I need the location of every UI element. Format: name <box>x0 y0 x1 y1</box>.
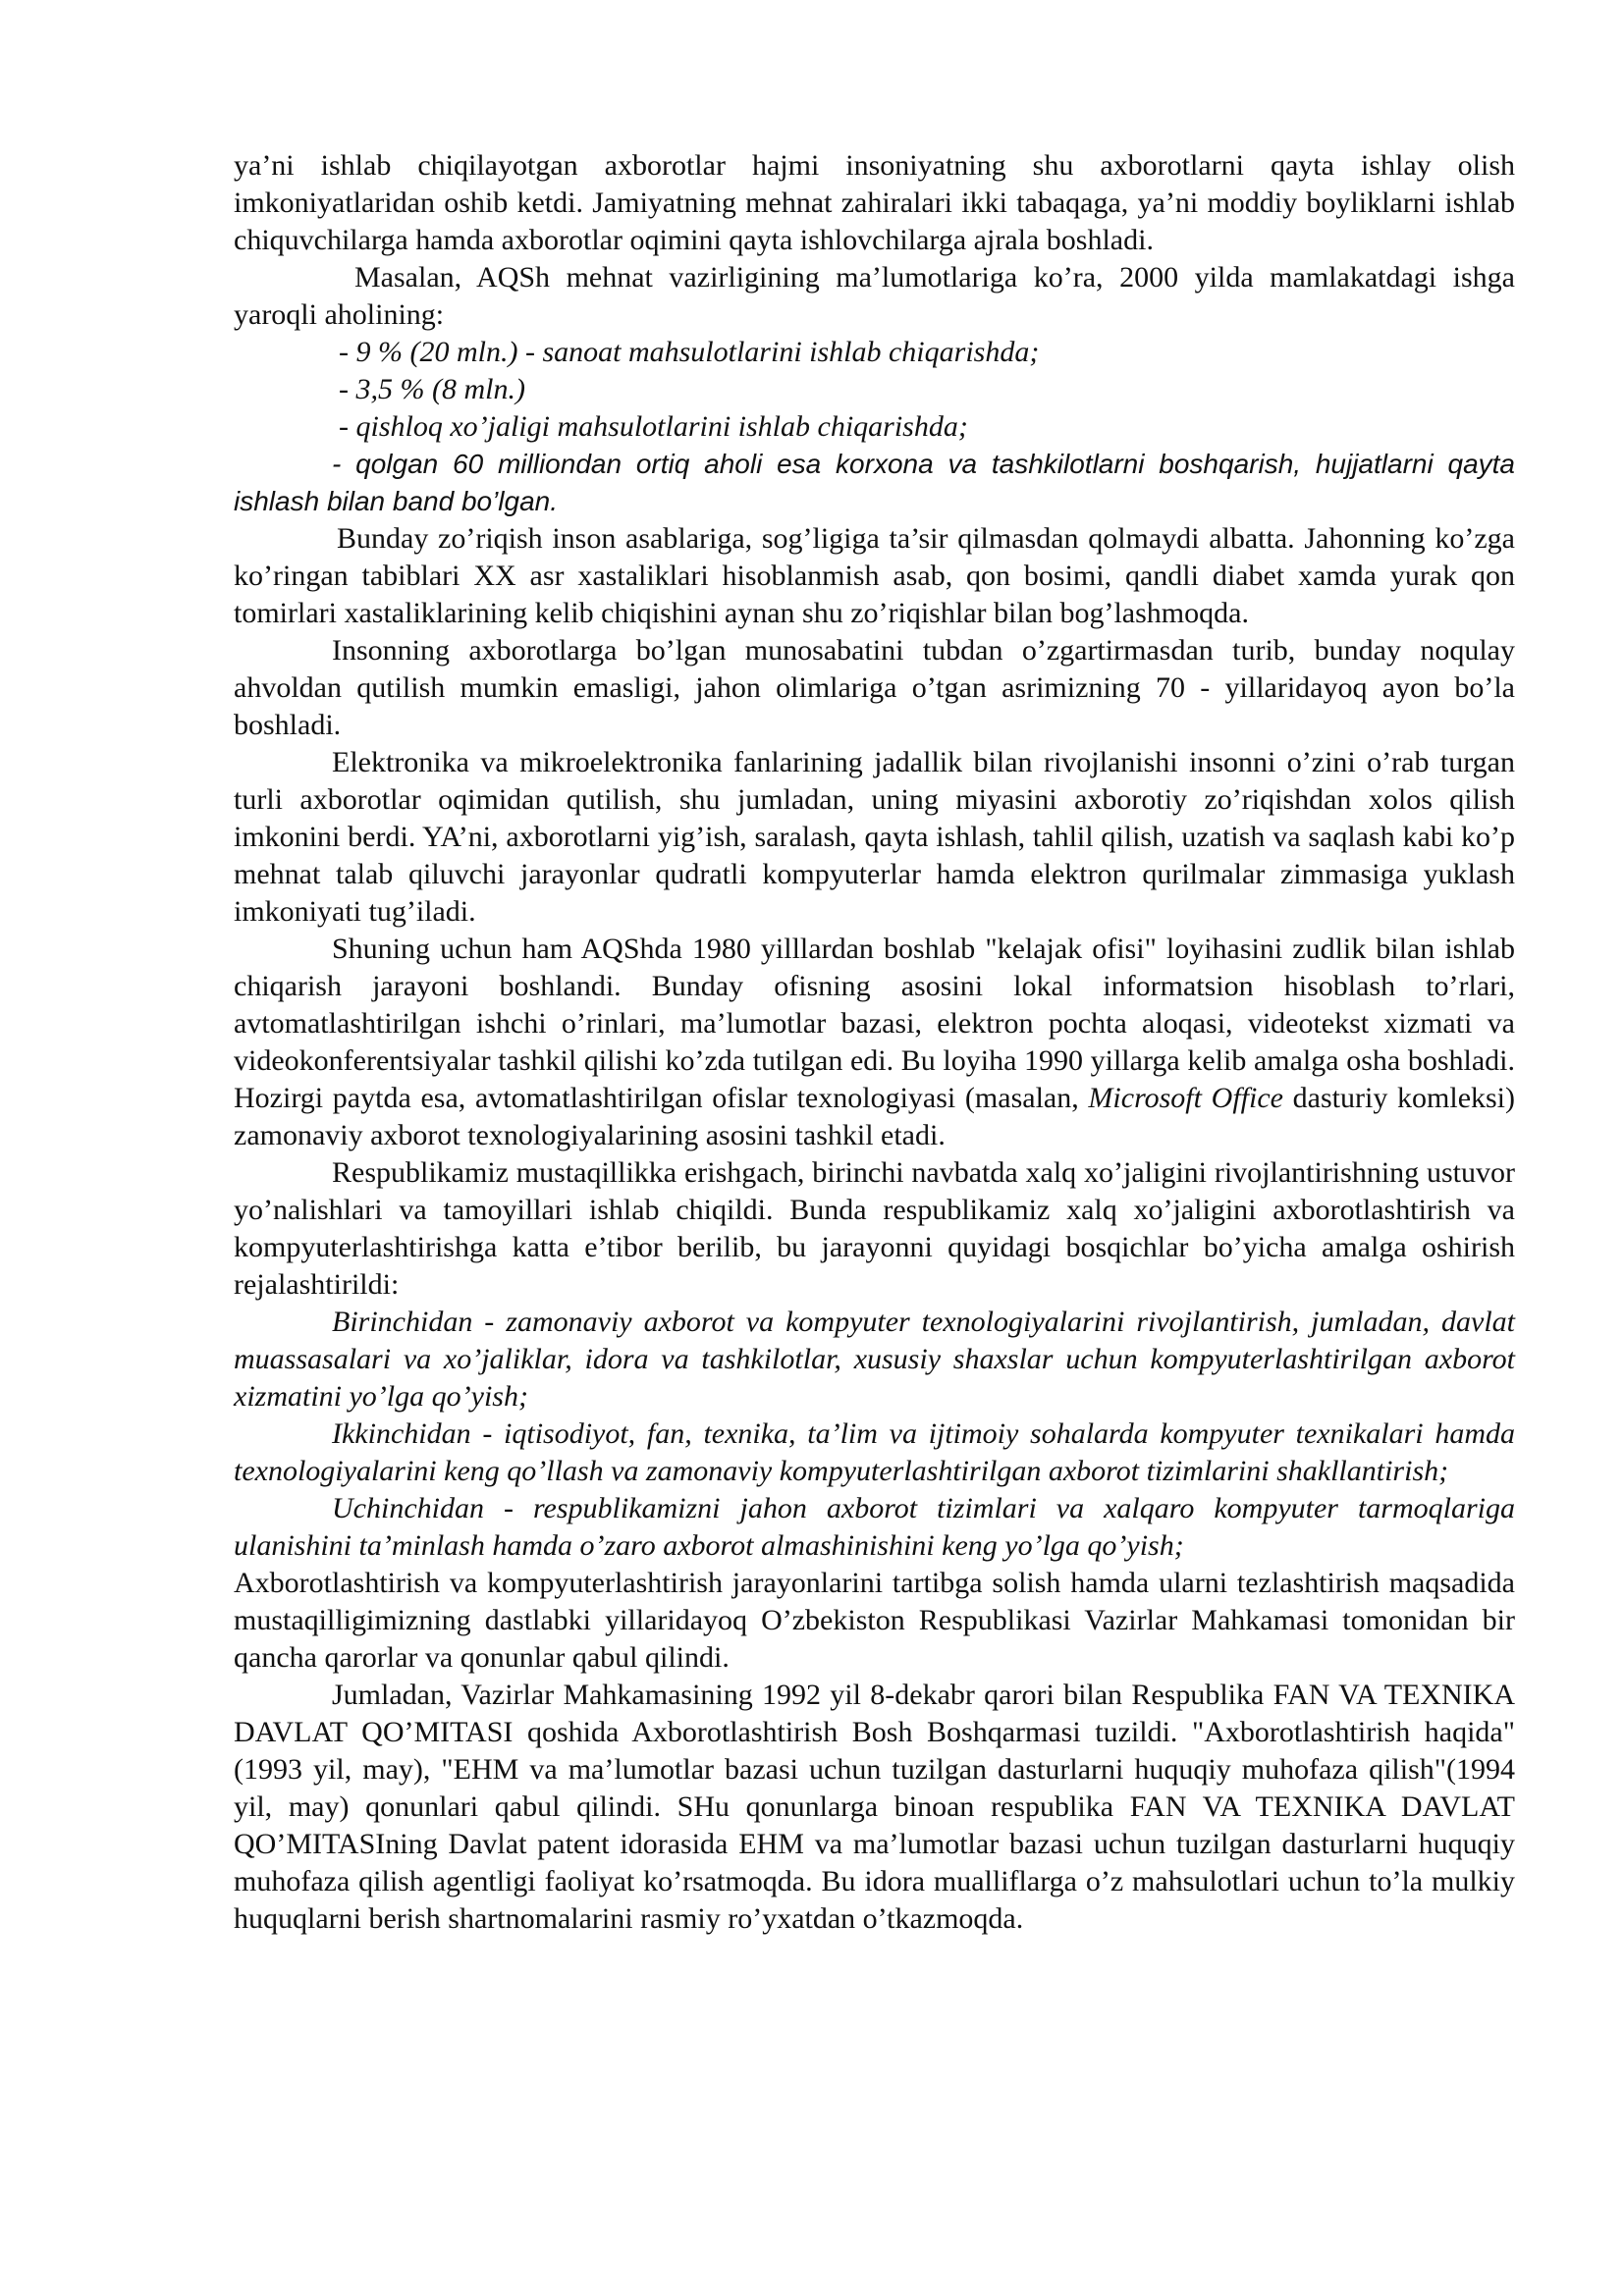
paragraph-intro: ya’ni ishlab chiqilayotgan axborotlar hajmi insoniyatning shu axborotlarni qayta ishlay olish imkoniyatlaridan oshib ketdi. Jamiyatning mehnat zahiralari ikki tabaqaga, ya’ni moddiy boyliklarni ishlab chiquvchilarga hamda axborotlar oqimini qayta ishlovchilarga ajrala boshladi. <box>234 149 1515 256</box>
paragraph-first-stage: Birinchidan - zamonaviy axborot va kompyuter texnologiyalarini rivojlantirish, jumladan, davlat muassasalari va xo’jaliklar, idora va tashkilotlar, xususiy shaxslar uchun kompyuterlashtirilgan axborot xizmatini yo’lga qo’yish; <box>234 1306 1515 1413</box>
paragraph-laws: Jumladan, Vazirlar Mahkamasining 1992 yil 8-dekabr qarori bilan Respublika FAN VA TEXNIKA DAVLAT QO’MITASI qoshida Axborotlashtirish Bosh Boshqarmasi tuzildi. "Axborotlashtirish haqida"(1993 yil, may), "EHM va ma’lumotlar bazasi uchun tuzilgan dasturlarni huquqiy muhofaza qilish"(1994 yil, may) qonunlari qabul qilindi. SHu qonunlarga binoan respublika FAN VA TEXNIKA DAVLAT QO’MITASIning Davlat patent idorasida EHM va ma’lumotlar bazasi uchun tuzilgan dasturlarni huquqiy muhofaza qilish agentligi faoliyat ko’rsatmoqda. Bu idora mualliflarga o’z mahsulotlari uchun to’la mulkiy huquqlarni berish shartnomalarini rasmiy ro’yxatdan o’tkazmoqda. <box>234 1679 1515 1935</box>
stats-list <box>234 334 1515 446</box>
paragraph-regulation: Axborotlashtirish va kompyuterlashtirish jarayonlarini tartibga solish hamda ularni tezlashtirish maqsadida mustaqilligimizning dastlabki yillaridayoq O’zbekiston Respublikasi Vazirlar Mahkamasi tomonidan bir qancha qarorlar va qonunlar qabul qilindi. <box>234 1567 1515 1674</box>
future-office-text-a: Shuning uchun ham AQShda 1980 yilllardan boshlab "kelajak ofisi" loyihasini zudlik bilan ishlab chiqarish jarayoni boshlandi. Bunday ofisning asosini lokal informatsion hisoblash to’rlari, avtomatlashtirilgan ishchi o’rinlari, ma’lumotlar bazasi, elektron pochta aloqasi, videotekst xizmati va videokonferentsiyalar tashkil qilishi ko’zda tutilgan edi. Bu loyiha 1990 yillarga kelib amalga osha boshladi. Hozirgi paytda esa, avtomatlashtirilgan ofislar texnologiyasi (masalan, <box>234 933 1515 1114</box>
list-item-agriculture-share: - 3,5 % (8 mln.) <box>339 373 525 405</box>
paragraph-future-office <box>234 931 1515 1154</box>
list-item-management: - qolgan 60 milliondan ortiq aholi esa korxona va tashkilotlarni boshqarish, hujjatlarni qayta ishlash bilan band bo’lgan. <box>234 449 1515 516</box>
paragraph-attitude: Insonning axborotlarga bo’lgan munosabatini tubdan o’zgartirmasdan turib, bunday noqulay ahvoldan qutilish mumkin emasligi, jahon olimlariga o’tgan asrimizning 70 - yillaridayoq ayon bo’la boshladi. <box>234 634 1515 741</box>
future-office-text-b: dasturiy komleksi) zamonaviy axborot texnologiyalarining asosini tashkil etadi. <box>234 1082 1516 1151</box>
paragraph-third-stage: Uchinchidan - respublikamizni jahon axborot tizimlari va xalqaro kompyuter tarmoqlariga ulanishini ta’minlash hamda o’zaro axborot almashinishini keng yo’lga qo’yish; <box>234 1492 1515 1562</box>
paragraph-independence: Respublikamiz mustaqillikka erishgach, birinchi navbatda xalq xo’jaligini rivojlantirishning ustuvor yo’nalishlari va tamoyillari ishlab chiqildi. Bunda respublikamiz xalq xo’jaligini axborotlashtirish va kompyuterlashtirishga katta e’tibor berilib, bu jarayonni quyidagi bosqichlar bo’yicha amalga oshirish rejalashtirildi: <box>234 1156 1515 1301</box>
list-item-agriculture: - qishloq xo’jaligi mahsulotlarini ishlab chiqarishda; <box>339 410 968 443</box>
paragraph-second-stage: Ikkinchidan - iqtisodiyot, fan, texnika, ta’lim va ijtimoiy sohalarda kompyuter texnikalari hamda texnologiyalarini keng qo’llash va zamonaviy kompyuterlashtirilgan axborot tizimlarini shakllantirish; <box>234 1417 1515 1487</box>
list-item-industry: - 9 % (20 mln.) - sanoat mahsulotlarini ishlab chiqarishda; <box>339 336 1040 368</box>
microsoft-office-term: Microsoft Office <box>1088 1082 1283 1114</box>
paragraph-usa-stats: Masalan, AQSh mehnat vazirligining ma’lumotlariga ko’ra, 2000 yilda mamlakatdagi ishga yaroqli aholining: <box>234 261 1515 331</box>
document-page <box>234 147 1515 1938</box>
paragraph-electronics: Elektronika va mikroelektronika fanlarining jadallik bilan rivojlanishi insonni o’zini o’rab turgan turli axborotlar oqimidan qutilish, shu jumladan, uning miyasini axborotiy zo’riqishdan xolos qilish imkonini berdi. YA’ni, axborotlarni yig’ish, saralash, qayta ishlash, tahlil qilish, uzatish va saqlash kabi ko’p mehnat talab qiluvchi jarayonlar qudratli kompyuterlar hamda elektron qurilmalar zimmasiga yuklash imkoniyati tug’iladi. <box>234 746 1515 928</box>
paragraph-stress: Bunday zo’riqish inson asablariga, sog’ligiga ta’sir qilmasdan qolmaydi albatta. Jahonning ko’zga ko’ringan tabiblari XX asr xastaliklari hisoblanmish asab, qon bosimi, qandli diabet xamda yurak qon tomirlari xastaliklarining kelib chiqishini aynan shu zo’riqishlar bilan bog’lashmoqda. <box>234 522 1515 629</box>
